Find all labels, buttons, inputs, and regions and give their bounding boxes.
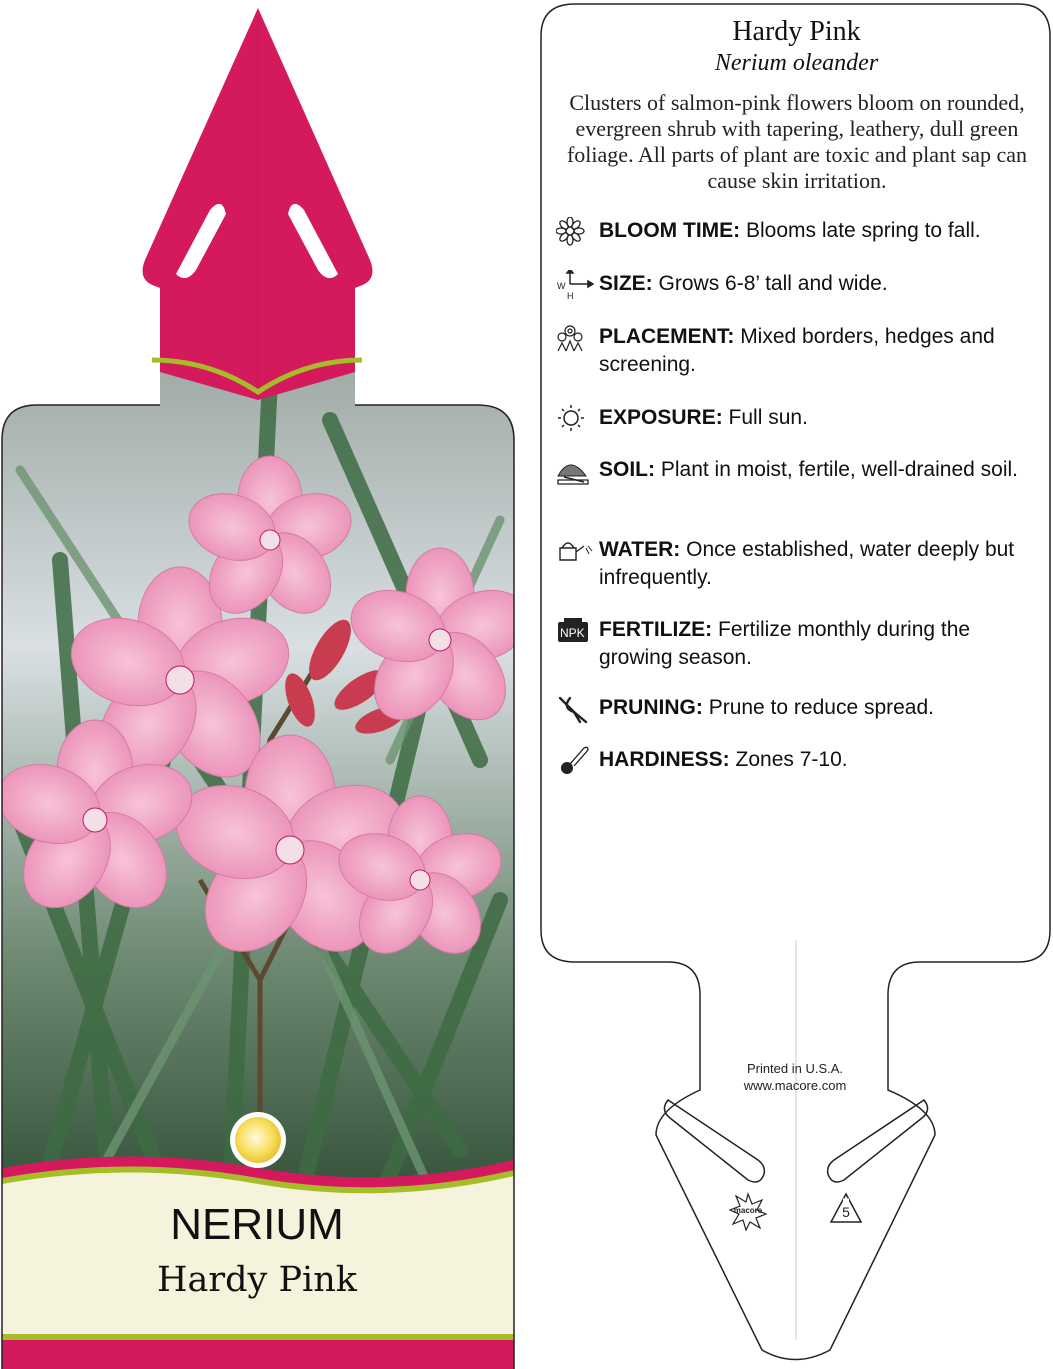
plant-title: Hardy Pink bbox=[732, 16, 861, 47]
spec-label: BLOOM TIME: bbox=[599, 219, 741, 242]
spec-text: Grows 6-8’ tall and wide. bbox=[658, 272, 888, 295]
spec-text: Blooms late spring to fall. bbox=[746, 219, 981, 242]
plant-description: Clusters of salmon-pink flowers bloom on rounded, evergreen shrub with tapering, leathery, dull green foliage. All parts of plant are toxic and plant sap can cause skin irritation. bbox=[566, 90, 1027, 193]
sun-icon bbox=[556, 404, 594, 434]
spec-exposure bbox=[556, 404, 1026, 432]
macore-logo-text: macore bbox=[733, 1206, 763, 1215]
spec-label: PRUNING: bbox=[599, 696, 703, 719]
spec-water bbox=[556, 536, 1026, 592]
svg-text:H: H bbox=[567, 291, 574, 300]
genus-name: NERIUM bbox=[170, 1200, 344, 1249]
spec-label: HARDINESS: bbox=[599, 748, 730, 771]
spec-label: PLACEMENT: bbox=[599, 325, 735, 348]
flower-icon bbox=[556, 217, 594, 247]
spec-text: Fertilize monthly during the growing season. bbox=[599, 618, 971, 669]
front-tag bbox=[0, 8, 538, 1369]
cultivar-name: Hardy Pink bbox=[157, 1260, 357, 1300]
back-tag bbox=[541, 4, 1050, 1360]
svg-text:W: W bbox=[557, 281, 566, 291]
spec-size bbox=[556, 270, 1026, 298]
size-arrows-icon bbox=[556, 270, 594, 300]
watering-can-icon bbox=[556, 536, 594, 566]
plant-photo bbox=[0, 340, 538, 1220]
printed-info bbox=[700, 1060, 890, 1094]
plants-icon bbox=[556, 323, 594, 353]
thermometer-icon bbox=[556, 746, 594, 776]
spec-text: Prune to reduce spread. bbox=[708, 696, 934, 719]
sun-icon bbox=[235, 1117, 281, 1163]
soil-icon bbox=[556, 456, 594, 486]
spec-placement bbox=[556, 323, 1026, 379]
spec-label: SOIL: bbox=[599, 458, 655, 481]
spec-label: FERTILIZE: bbox=[599, 618, 713, 641]
recycle-code: 5 bbox=[842, 1204, 850, 1220]
spec-text: Mixed borders, hedges and screening. bbox=[599, 325, 995, 376]
svg-text:NPK: NPK bbox=[560, 626, 585, 640]
spec-text: Full sun. bbox=[728, 406, 808, 429]
spec-hardiness bbox=[556, 746, 1026, 774]
spec-label: WATER: bbox=[599, 538, 681, 561]
spec-fertilize bbox=[556, 616, 1026, 672]
spec-label: SIZE: bbox=[599, 272, 653, 295]
spec-pruning bbox=[556, 694, 1026, 722]
botanical-name: Nerium oleander bbox=[714, 50, 879, 76]
spec-text: Plant in moist, fertile, well-drained soil. bbox=[660, 458, 1018, 481]
printed-country: Printed in U.S.A. bbox=[746, 1061, 844, 1076]
spec-soil bbox=[556, 456, 1026, 484]
printed-url: www.macore.com bbox=[743, 1078, 847, 1093]
pruners-icon bbox=[556, 694, 594, 724]
spec-text: Zones 7-10. bbox=[735, 748, 848, 771]
spec-label: EXPOSURE: bbox=[599, 406, 723, 429]
npk-fertilizer-icon bbox=[556, 616, 594, 646]
spec-bloom-time bbox=[556, 217, 1026, 245]
spec-text: Once established, water deeply but infrequently. bbox=[599, 538, 1015, 589]
